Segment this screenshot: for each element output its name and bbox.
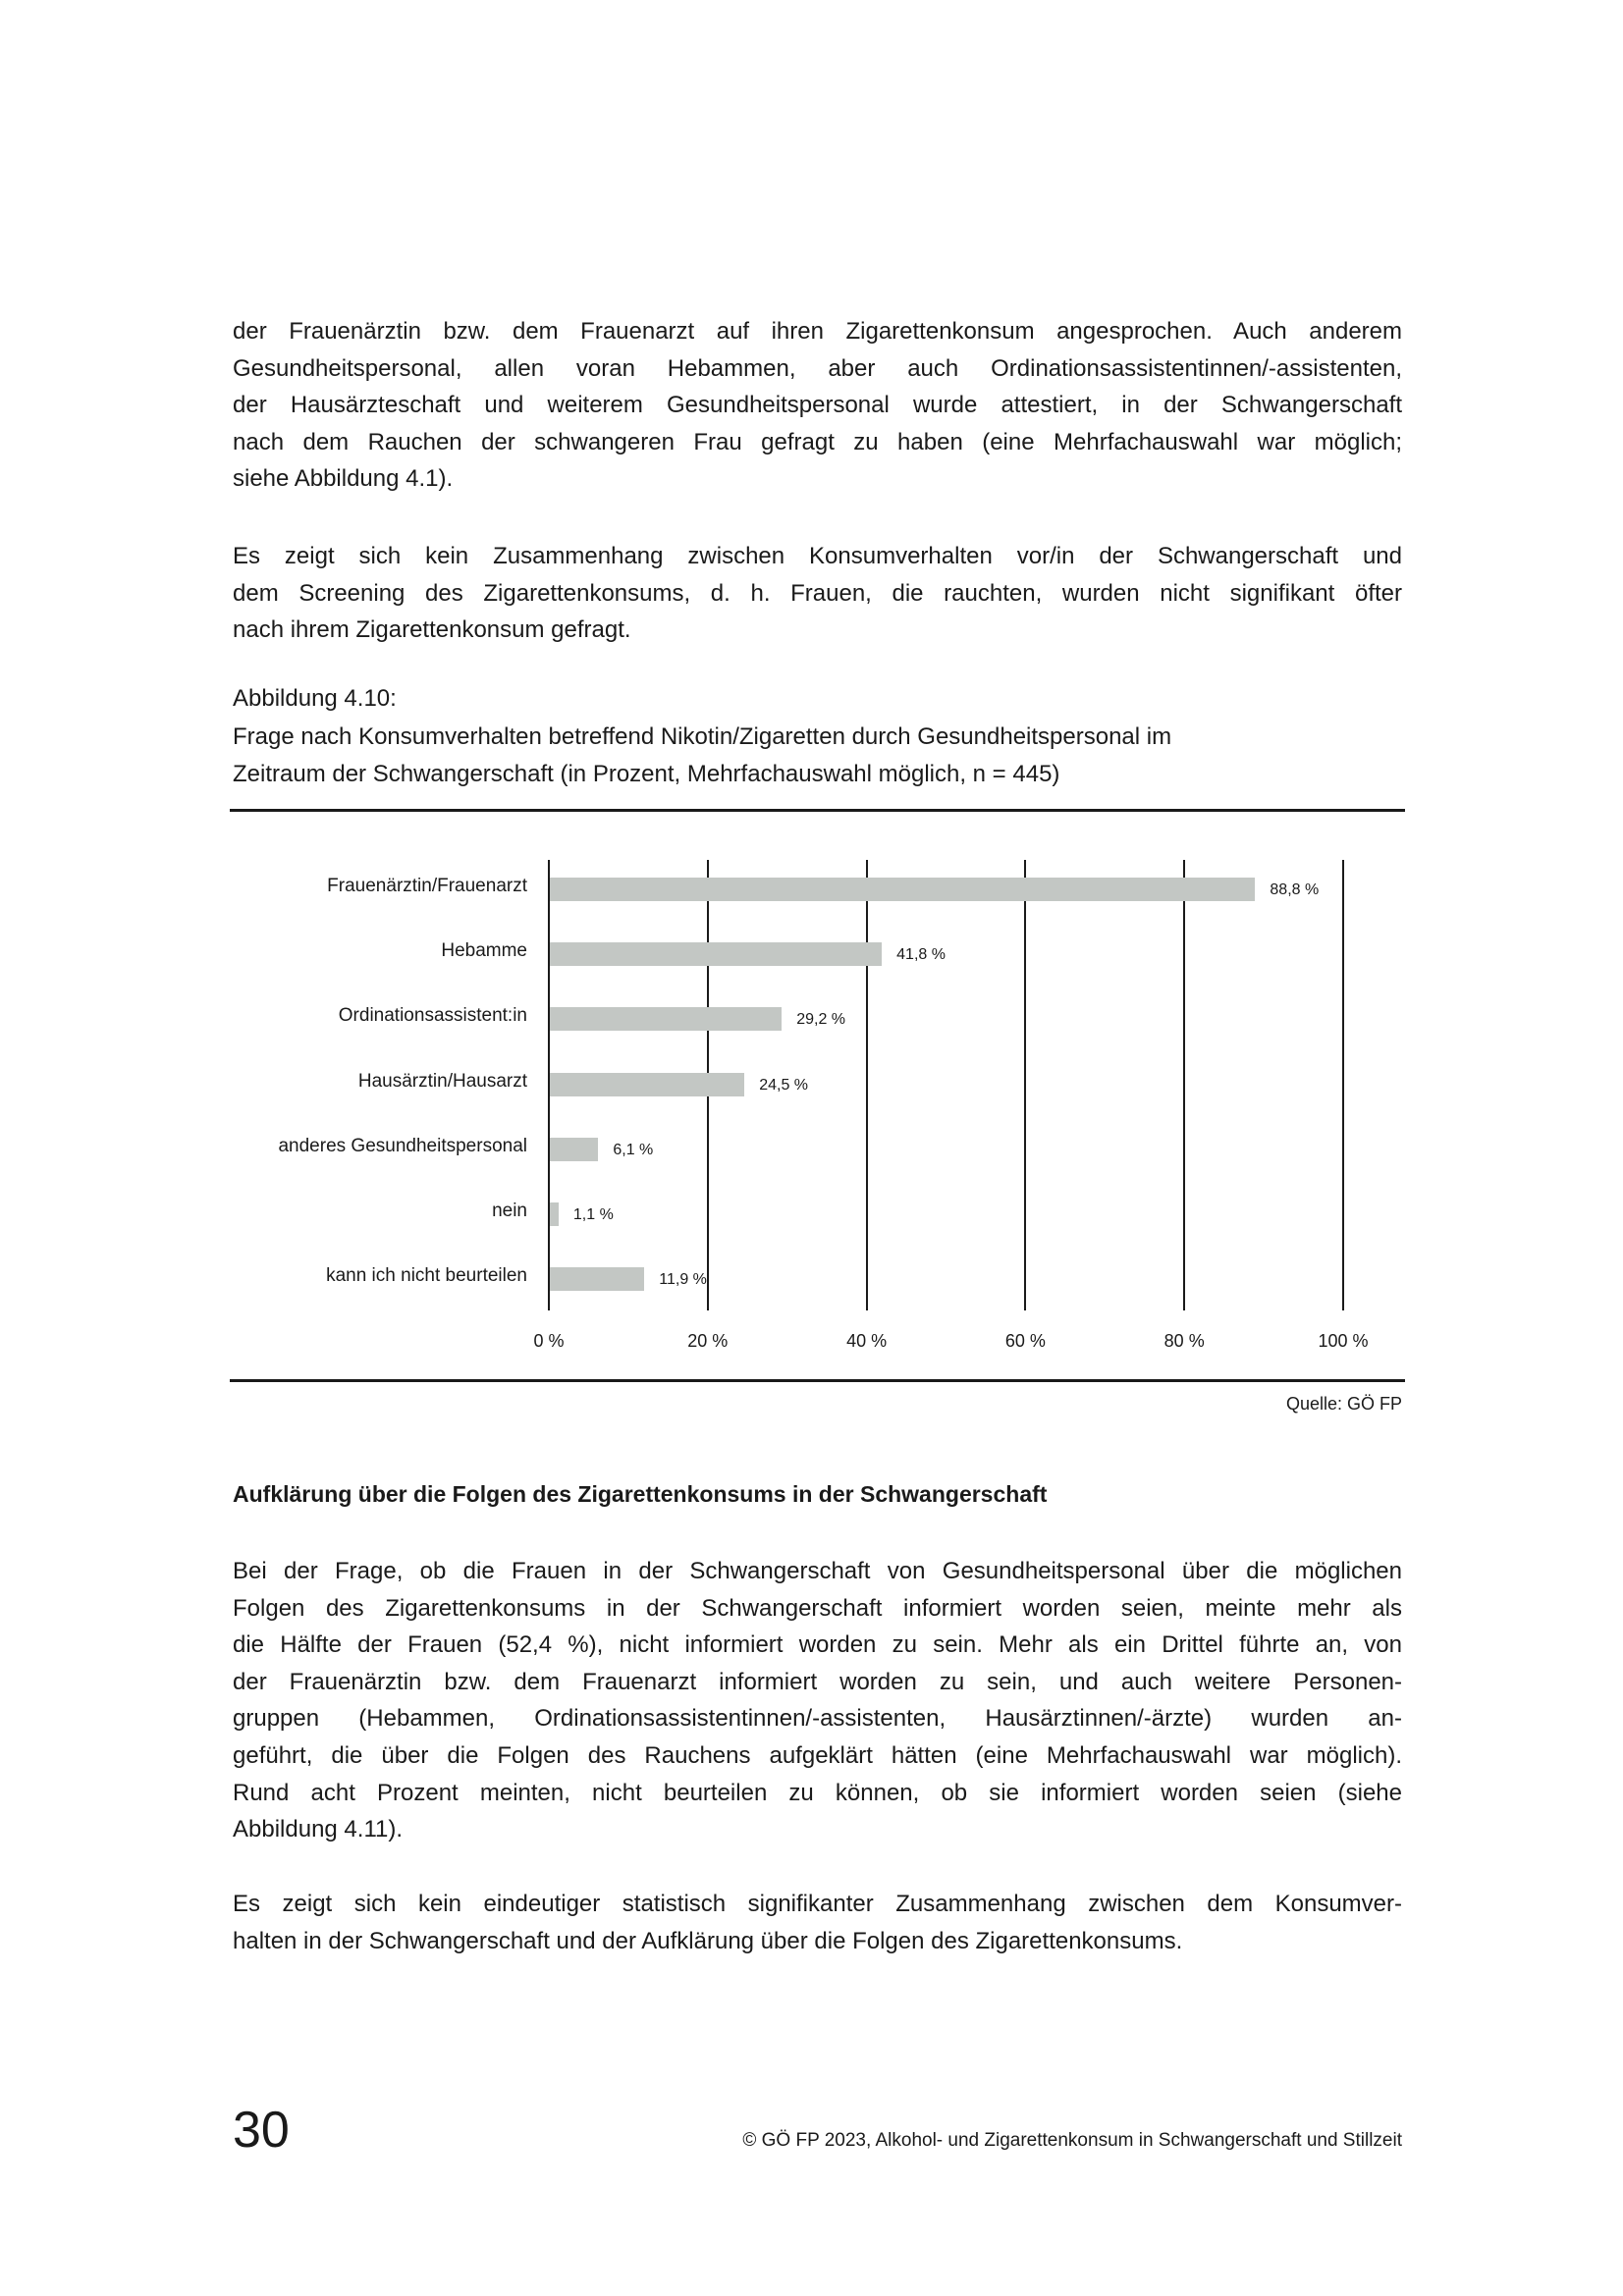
text-line: halten in der Schwangerschaft und der Aufklärung über die Folgen des Zigarettenkonsums. [233,1927,1183,1954]
x-tick-label: 0 % [533,1331,565,1351]
category-label: anderes Gesundheitspersonal [278,1135,527,1156]
x-tick-label: 100 % [1318,1331,1369,1351]
text-line: dem Screening des Zigarettenkonsums, d. h. Frauen, die rauchten, wurden nicht signifikant öfter [233,579,1402,607]
value-label: 24,5 % [759,1076,809,1094]
category-label: Hausärztin/Hausarzt [357,1070,527,1092]
text-line: die Hälfte der Frauen (52,4 %), nicht informiert worden zu sein. Mehr als ein Drittel führte an, von [233,1631,1402,1659]
category-label: kann ich nicht beurteilen [326,1265,527,1287]
x-tick-label: 20 % [687,1331,729,1351]
text-line: Abbildung 4.11). [233,1816,404,1843]
gridline [1342,860,1344,1310]
category-label: Hebamme [441,940,527,962]
value-label: 41,8 % [896,946,946,964]
text-line: Folgen des Zigarettenkonsums in der Schwangerschaft informiert worden seien, meinte mehr als [233,1594,1402,1622]
figure-label: Abbildung 4.10: [233,685,397,712]
figure-source: Quelle: GÖ FP [1285,1394,1402,1414]
bar [550,942,882,966]
bar [550,878,1255,901]
gridline [866,860,868,1310]
text-line: der Frauenärztin bzw. dem Frauenarzt auf ihren Zigarettenkonsum angesprochen. Auch anderem [233,318,1402,345]
text-line: der Frauenärztin bzw. dem Frauenarzt informiert worden zu sein, und auch weitere Personen- [233,1668,1402,1695]
x-tick-label: 80 % [1163,1331,1205,1351]
value-label: 29,2 % [796,1011,846,1029]
footer-text: © GÖ FP 2023, Alkohol- und Zigarettenkonsum in Schwangerschaft und Stillzeit [742,2130,1402,2151]
category-label: Ordinationsassistent:in [338,1005,527,1027]
text-line: Gesundheitspersonal, allen voran Hebammen, aber auch Ordinationsassistentinnen/-assistenten, [233,354,1402,382]
section-heading: Aufklärung über die Folgen des Zigarettenkonsums in der Schwangerschaft [233,1481,1048,1507]
figure-caption-line: Frage nach Konsumverhalten betreffend Nikotin/Zigaretten durch Gesundheitspersonal im [233,723,1172,750]
bar [550,1138,598,1161]
text-line: der Hausärzteschaft und weiterem Gesundheitspersonal wurde attestiert, in der Schwangerschaft [233,392,1402,419]
gridline [1183,860,1185,1310]
text-line: nach dem Rauchen der schwangeren Frau gefragt zu haben (eine Mehrfachauswahl war möglich; [233,428,1402,455]
text-line: gruppen (Hebammen, Ordinationsassistentinnen/-assistenten, Hausärztinnen/-ärzte) wurden an- [233,1705,1402,1733]
text-line: siehe Abbildung 4.1). [233,465,454,493]
value-label: 11,9 % [659,1271,707,1289]
category-label: nein [492,1201,527,1221]
bar [550,1073,744,1096]
page-number: 30 [233,2102,290,2159]
text-line: Es zeigt sich kein eindeutiger statistisch signifikanter Zusammenhang zwischen dem Konsumver- [233,1891,1402,1917]
x-tick-label: 60 % [1004,1331,1046,1351]
figure-bottom-rule [230,1379,1405,1382]
text-line: Es zeigt sich kein Zusammenhang zwischen Konsumverhalten vor/in der Schwangerschaft und [233,543,1402,569]
bar [550,1267,644,1291]
value-label: 6,1 % [613,1141,654,1158]
text-line: Bei der Frage, ob die Frauen in der Schwangerschaft von Gesundheitspersonal über die möglichen [233,1558,1402,1584]
bar [550,1202,559,1226]
text-line: Rund acht Prozent meinten, nicht beurteilen zu können, ob sie informiert worden seien (siehe [233,1779,1402,1806]
figure-caption-line: Zeitraum der Schwangerschaft (in Prozent, Mehrfachauswahl möglich, n = 445) [233,761,1060,787]
value-label: 1,1 % [572,1206,614,1223]
category-label: Frauenärztin/Frauenarzt [327,876,527,896]
text-line: nach ihrem Zigarettenkonsum gefragt. [233,616,631,644]
bar [550,1007,782,1031]
text-line: geführt, die über die Folgen des Rauchens aufgeklärt hätten (eine Mehrfachauswahl war möglich). [233,1742,1402,1769]
value-label: 88,8 % [1270,881,1320,898]
gridline [1024,860,1026,1310]
x-tick-label: 40 % [846,1331,888,1351]
